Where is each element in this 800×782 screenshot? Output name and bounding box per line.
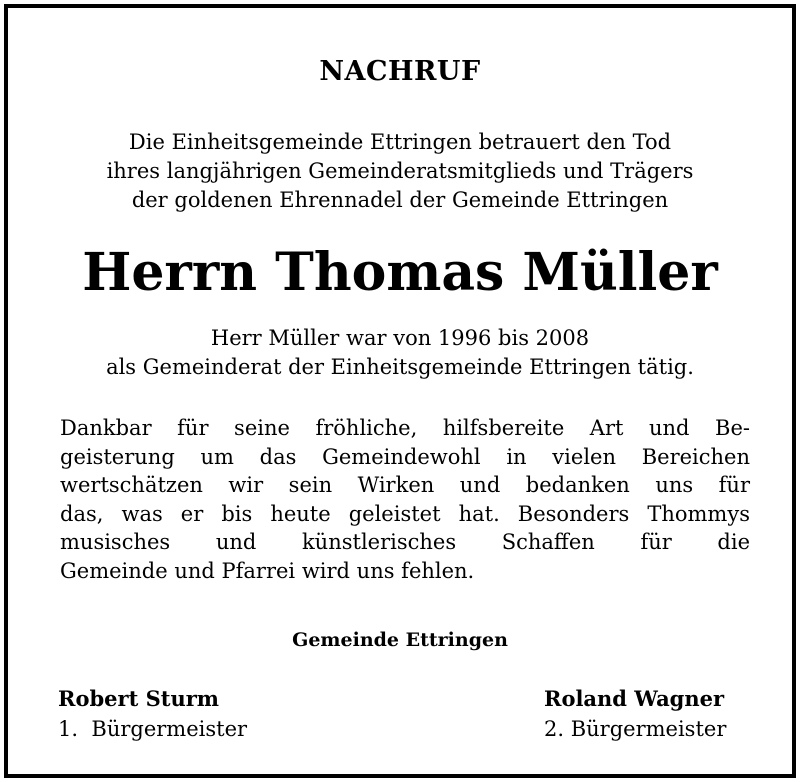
notice-border bbox=[4, 4, 796, 778]
intro-line: ihres langjährigen Gemeinderatsmitglieds und Trägers bbox=[106, 159, 694, 183]
tribute-line: Gemeinde und Pfarrei wird uns fehlen. bbox=[60, 558, 475, 583]
tenure-text bbox=[8, 324, 792, 382]
intro-line: Die Einheitsgemeinde Ettringen betrauert den Tod bbox=[128, 130, 672, 154]
signatory-first-mayor bbox=[58, 684, 247, 744]
tenure-line: als Gemeinderat der Einheitsgemeinde Ettringen tätig. bbox=[106, 355, 694, 379]
tribute-line: geisterung um das Gemeindewohl in vielen Bereichen bbox=[60, 444, 750, 469]
tribute-line: wertschätzen wir sein Wirken und bedanken uns für bbox=[60, 473, 750, 497]
organization-name: Gemeinde Ettringen bbox=[292, 629, 508, 651]
signatory-role: 1. Bürgermeister bbox=[58, 717, 248, 741]
tribute-line: das, was er bis heute geleistet hat. Besonders Thommys bbox=[60, 501, 750, 526]
deceased-name: Herrn Thomas Müller bbox=[82, 242, 718, 303]
signatory-name: Roland Wagner bbox=[544, 686, 725, 711]
tenure-line: Herr Müller war von 1996 bis 2008 bbox=[210, 326, 590, 350]
tribute-line: musisches und künstlerisches Schaffen für die bbox=[60, 530, 750, 554]
tribute-paragraph bbox=[60, 414, 750, 585]
notice-heading: NACHRUF bbox=[319, 56, 481, 87]
intro-line: der goldenen Ehrennadel der Gemeinde Ettringen bbox=[131, 188, 669, 212]
intro-text bbox=[8, 128, 792, 215]
signatory-second-mayor bbox=[544, 684, 726, 744]
signatory-role: 2. Bürgermeister bbox=[544, 717, 727, 741]
obituary-notice bbox=[8, 8, 792, 774]
tribute-line: Dankbar für seine fröhliche, hilfsbereite Art und Be- bbox=[60, 416, 750, 440]
signatory-name: Robert Sturm bbox=[58, 686, 219, 711]
